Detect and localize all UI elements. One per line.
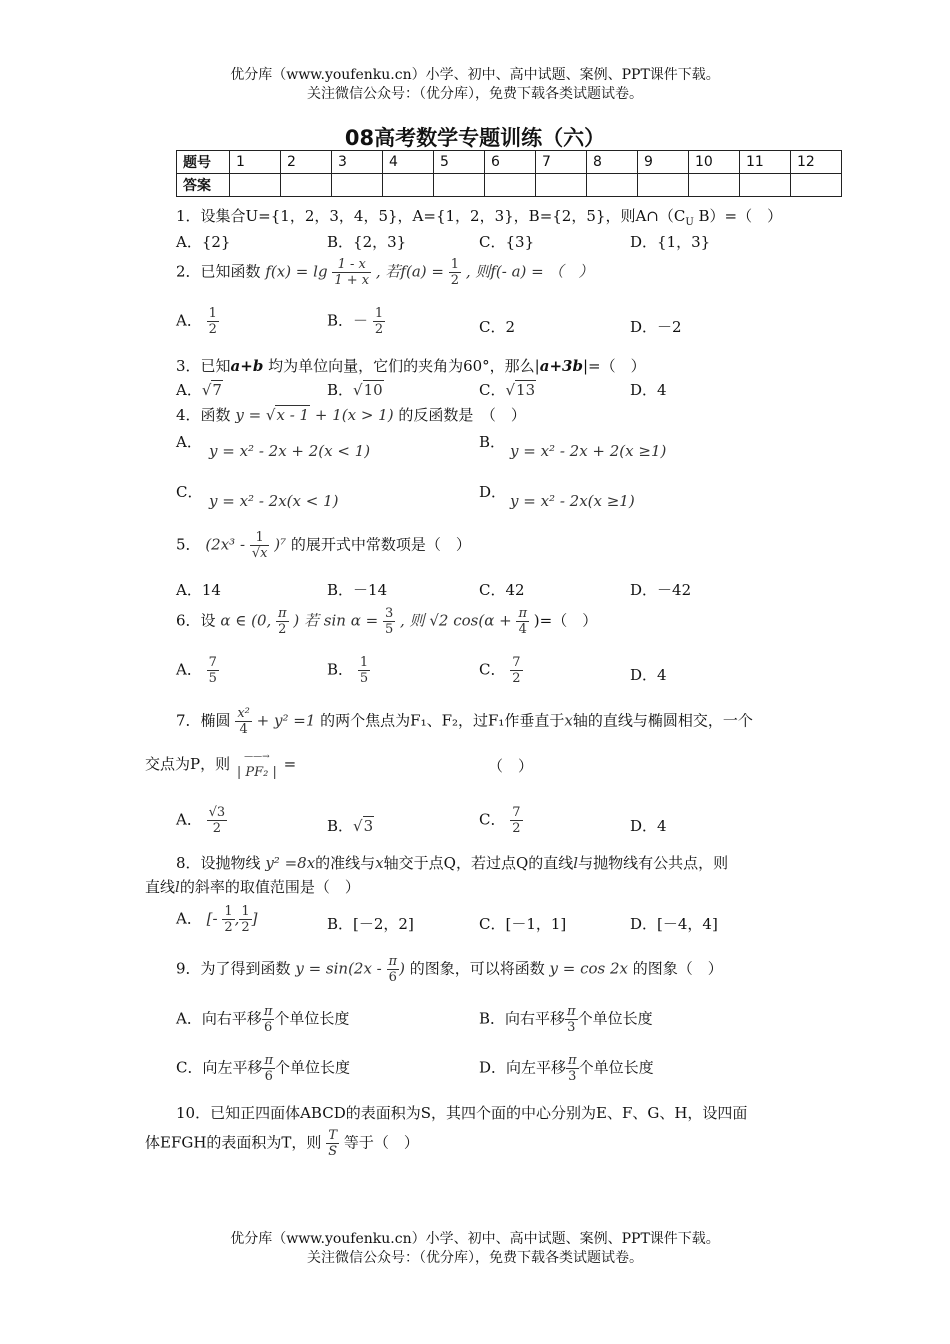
- question-10-line-2: [145, 1128, 419, 1159]
- q8-a-f1-den: 2: [224, 920, 233, 935]
- q8-a-f2-den: 2: [241, 920, 250, 935]
- q1-tail: B）=（ ）: [693, 207, 783, 225]
- q10-num: T: [326, 1128, 339, 1144]
- q7-option-a: [176, 805, 227, 836]
- q7-x-var: x: [564, 711, 573, 730]
- q6-f2-den: 5: [384, 622, 394, 637]
- q7-b-radicand: 3: [363, 817, 374, 835]
- q8-a-comma: ,: [234, 909, 240, 928]
- q8-x-var: x: [375, 854, 384, 872]
- q6-c-den: 2: [512, 671, 521, 686]
- q8-option-c: C．[－1，1]: [479, 915, 567, 933]
- q9-expr-2: ): [399, 959, 405, 978]
- q3-c-radicand: 13: [516, 381, 536, 399]
- q9-text: 9．为了得到函数: [176, 959, 291, 978]
- q8-l-var: l: [573, 854, 579, 872]
- header-line-2: 关注微信公众号：（优分库），免费下载各类试题试卷。: [307, 86, 643, 102]
- answer-cell[interactable]: [740, 174, 791, 197]
- answer-cell[interactable]: [587, 174, 638, 197]
- q9-a-num: π: [263, 1004, 273, 1019]
- q4-text: 4．函数: [176, 406, 231, 424]
- answer-row: [177, 174, 842, 197]
- q7-line2-tail: =: [283, 755, 297, 773]
- q2-a-num: 1: [208, 306, 217, 321]
- q7-b-label: B．: [327, 817, 354, 835]
- q4-option-b-expr: y = x² - 2x + 2(x ≥1): [510, 442, 667, 460]
- q9-b-post: 个单位长度: [577, 1009, 653, 1028]
- q3-a-radicand: 7: [212, 381, 222, 399]
- q4-option-d-label: D．: [479, 483, 507, 501]
- q8-a-open: [-: [206, 909, 218, 928]
- q4-radicand: x - 1: [276, 406, 310, 424]
- q10-den: S: [328, 1144, 338, 1159]
- q6-option-a: [176, 655, 219, 686]
- q5-fraction: [250, 530, 270, 561]
- q5-option-d: D．－42: [630, 581, 692, 599]
- q7-option-b: [327, 815, 374, 836]
- question-2-stem: [176, 257, 594, 288]
- question-number-cell: 4: [383, 151, 434, 174]
- q3-option-d: D．4: [630, 381, 667, 399]
- q2-option-a: [176, 306, 219, 337]
- q7-f1-num: x²: [237, 706, 250, 721]
- answer-cell[interactable]: [332, 174, 383, 197]
- q3-a-label: A．: [176, 381, 202, 399]
- q8-a-fraction-2: [239, 904, 251, 935]
- q7-f2-arrow: ——→: [244, 752, 270, 762]
- q8-line2-text-2: 的斜率的取值范围是（ ）: [179, 878, 360, 896]
- q3-b-label: B．: [327, 381, 354, 399]
- q2-option-b: [327, 306, 385, 337]
- q3-option-b: [327, 379, 384, 400]
- q9-option-b: [479, 1004, 653, 1035]
- question-number-cell: 8: [587, 151, 638, 174]
- q6-c-fraction: [510, 655, 522, 686]
- q5-expr-pre: (2x³ -: [205, 535, 246, 554]
- q5-fraction-num: 1: [250, 530, 270, 546]
- q9-c-num: π: [264, 1053, 274, 1068]
- q2-fraction-2: [449, 257, 461, 288]
- q3-c-label: C．: [479, 381, 506, 399]
- q8-a-close: ]: [251, 909, 258, 928]
- q6-b-den: 5: [359, 671, 369, 686]
- q6-option-c: [479, 655, 523, 686]
- q1-option-c: C．{3}: [479, 233, 535, 251]
- q2-a-den: 2: [208, 322, 217, 337]
- q3-b-radicand: 10: [363, 381, 383, 399]
- answer-cell[interactable]: [281, 174, 332, 197]
- question-4-stem: [176, 404, 526, 425]
- q5-fraction-den: √x: [251, 546, 268, 561]
- answer-cell[interactable]: [689, 174, 740, 197]
- q2-b-den: 2: [374, 322, 384, 337]
- q4-sqrt: √x - 1: [265, 406, 310, 424]
- q3-option-c: [479, 379, 536, 400]
- q9-b-pre: B．向右平移: [479, 1009, 566, 1028]
- question-10-line-1: 10．已知正四面体ABCD的表面积为S，其四个面的中心分别为E、F、G、H，设四面: [176, 1104, 748, 1122]
- q4-option-c-expr: y = x² - 2x(x < 1): [209, 492, 339, 510]
- q3-vector-ab: a+b: [230, 357, 264, 375]
- q9-c-pre: C．向左平移: [176, 1058, 263, 1077]
- q8-option-b: B．[－2，2]: [327, 915, 414, 933]
- q7-text-2: 的两个焦点为F₁、F₂，过F₁作垂直于: [320, 711, 565, 730]
- q7-expr: + y² =1: [256, 711, 316, 730]
- q2-fraction2-num: 1: [450, 257, 460, 272]
- question-number-cell: 5: [434, 151, 485, 174]
- question-number-cell: 3: [332, 151, 383, 174]
- answer-cell[interactable]: [485, 174, 536, 197]
- q7-fraction-1: [235, 706, 252, 737]
- q6-a-fraction: [207, 655, 219, 686]
- q4-expr-post: + 1(x > 1): [314, 406, 394, 424]
- q7-a-den: 2: [212, 821, 222, 836]
- q6-f1-num: π: [278, 606, 287, 621]
- q8-text: 8．设抛物线: [176, 854, 261, 872]
- q4-option-d-expr: y = x² - 2x(x ≥1): [510, 492, 635, 510]
- q8-text-3: 轴交于点Q，若过点Q的直线: [383, 854, 574, 872]
- q2-option-c: C．2: [479, 318, 516, 336]
- q4-expr-pre: y =: [235, 406, 262, 424]
- answer-label: 答案: [177, 174, 230, 197]
- q3-vector-a3b: a+3b: [539, 357, 583, 375]
- footer-line-2: 关注微信公众号：（优分库），免费下载各类试题试卷。: [307, 1250, 643, 1266]
- q9-option-a: [176, 1004, 349, 1035]
- q7-c-label: C．: [479, 810, 506, 829]
- q3-tail: |=（ ）: [582, 357, 646, 375]
- q9-b-num: π: [567, 1004, 576, 1019]
- q1-text: 1．设集合U={1，2，3，4，5}，A={1，2，3}，B={2，5}，则A∩（C: [176, 207, 686, 225]
- answer-cell[interactable]: [536, 174, 587, 197]
- q8-option-d: D．[－4，4]: [630, 915, 718, 933]
- q4-option-c-label: C．: [176, 483, 203, 501]
- q9-b-fraction: [565, 1004, 578, 1035]
- q9-fraction: [387, 954, 400, 985]
- q3-option-a: [176, 379, 223, 400]
- q1-option-d: D．{1，3}: [630, 233, 711, 251]
- q6-fraction-1: [276, 606, 289, 637]
- q9-option-c: [176, 1053, 350, 1084]
- q3-b-sqrt: √10: [353, 381, 383, 399]
- q2-fraction2-den: 2: [450, 273, 460, 288]
- q8-a-f2-num: 1: [241, 904, 250, 919]
- question-9-stem: [176, 954, 723, 985]
- q9-d-den: 3: [568, 1069, 577, 1084]
- q6-text: 6．设: [176, 611, 216, 630]
- answer-table: [176, 150, 842, 197]
- question-5-stem: [176, 530, 471, 561]
- q6-a-den: 5: [208, 671, 217, 686]
- q2-fraction-den: 1 + x: [334, 273, 370, 288]
- q2-b-fraction: [373, 306, 385, 337]
- q9-a-pre: A．向右平移: [176, 1009, 262, 1028]
- q2-fraction: [332, 257, 371, 288]
- question-6-stem: [176, 606, 597, 637]
- q9-d-pre: D．向左平移: [479, 1058, 567, 1077]
- q8-expr: y² =8x: [265, 854, 316, 872]
- q9-d-num: π: [568, 1053, 577, 1068]
- question-8-line-2: [145, 876, 360, 897]
- q2-b-num: 1: [374, 306, 384, 321]
- q8-line2-text: 直线: [145, 878, 176, 896]
- q3-text: 3．已知: [176, 357, 231, 375]
- q2-expr-mid: , 若f(a) =: [375, 262, 444, 281]
- q6-expr-5: √2 cos(α +: [429, 611, 512, 630]
- answer-cell[interactable]: [638, 174, 689, 197]
- question-number-cell: 9: [638, 151, 689, 174]
- answer-cell[interactable]: [791, 174, 842, 197]
- q9-text-2: 的图象，可以将函数: [409, 959, 545, 978]
- q6-c-num: 7: [512, 655, 521, 670]
- q7-c-den: 2: [512, 821, 521, 836]
- q8-a-f1-num: 1: [224, 904, 233, 919]
- q3-text-2: 均为单位向量，它们的夹角为60°，那么|: [263, 357, 540, 375]
- q7-option-d: D．4: [630, 817, 667, 835]
- question-number-cell: 12: [791, 151, 842, 174]
- question-7-line-2: [145, 750, 296, 780]
- q9-c-post: 个单位长度: [275, 1058, 351, 1077]
- q2-text: 2．已知函数: [176, 262, 261, 281]
- page-title: 08高考数学专题训练（六）: [344, 126, 606, 150]
- q1-option-b: B．{2，3}: [327, 233, 407, 251]
- q4-option-a-expr: y = x² - 2x + 2(x < 1): [209, 442, 371, 460]
- q7-a-label: A．: [176, 810, 202, 829]
- q4-option-a-label: A．: [176, 433, 202, 451]
- question-number-label: 题号: [177, 151, 230, 174]
- q2-a-label: A．: [176, 311, 202, 330]
- q9-f-num: π: [388, 954, 398, 969]
- q6-f3-num: π: [518, 606, 527, 621]
- q5-tail: 的展开式中常数项是（ ）: [290, 535, 471, 554]
- q5-option-c: C．42: [479, 581, 525, 599]
- q9-a-den: 6: [263, 1020, 273, 1035]
- q9-expr-1: y = sin(2x -: [295, 959, 382, 978]
- q7-a-fraction: [207, 805, 228, 836]
- q6-option-d: D．4: [630, 666, 667, 684]
- q6-a-num: 7: [208, 655, 217, 670]
- q5-text: 5．: [176, 535, 201, 554]
- q7-line2-text: 交点为P，则: [145, 755, 231, 773]
- q9-b-den: 3: [567, 1020, 576, 1035]
- question-number-cell: 11: [740, 151, 791, 174]
- q6-tail: )=（ ）: [533, 611, 598, 630]
- q7-b-sqrt: √3: [353, 817, 374, 835]
- q8-text-4: 与抛物线有公共点，则: [578, 854, 729, 872]
- q6-expr-2: ) 若: [293, 611, 319, 630]
- question-number-cell: 7: [536, 151, 587, 174]
- q5-expr-post: )⁷: [274, 535, 287, 554]
- q9-d-fraction: [566, 1053, 579, 1084]
- q9-d-post: 个单位长度: [578, 1058, 654, 1077]
- q8-a-label: A．: [176, 909, 202, 928]
- q10-tail: 等于（ ）: [343, 1133, 419, 1152]
- q7-fraction-2: [235, 750, 279, 780]
- header-line-1: 优分库（www.youfenku.cn）小学、初中、高中试题、案例、PPT课件下载。: [230, 67, 720, 83]
- q6-a-label: A．: [176, 660, 202, 679]
- q9-f-den: 6: [388, 970, 397, 985]
- q7-option-c: [479, 805, 523, 836]
- q2-fraction-num: 1 - x: [332, 257, 371, 273]
- question-number-cell: 6: [485, 151, 536, 174]
- q6-b-num: 1: [359, 655, 369, 670]
- q7-c-fraction: [510, 805, 522, 836]
- q8-a-fraction-1: [222, 904, 234, 935]
- q6-f3-den: 4: [518, 622, 527, 637]
- answer-cell[interactable]: [434, 174, 485, 197]
- question-number-cell: 1: [230, 151, 281, 174]
- q5-option-b: B．－14: [327, 581, 388, 599]
- q7-a-num: √3: [208, 805, 226, 820]
- q2-option-d: D．－2: [630, 318, 682, 336]
- q2-a-fraction: [207, 306, 219, 337]
- q6-b-label: B．: [327, 660, 354, 679]
- q7-answer-paren: （ ）: [488, 757, 534, 775]
- q6-option-b: [327, 655, 370, 686]
- q10-fraction: [326, 1128, 339, 1159]
- q9-tail: 的图象（ ）: [632, 959, 723, 978]
- q6-expr-3: sin α =: [323, 611, 379, 630]
- q10-line2-text: 体EFGH的表面积为T，则: [145, 1133, 322, 1152]
- q9-c-den: 6: [264, 1069, 273, 1084]
- question-7-stem: [176, 706, 753, 737]
- question-8-stem: [176, 852, 728, 873]
- q9-a-fraction: [262, 1004, 275, 1035]
- q3-a-sqrt: √7: [201, 381, 222, 399]
- q5-option-a: A．14: [176, 581, 221, 599]
- q6-expr-4: , 则: [400, 611, 425, 630]
- q4-tail: 的反函数是 （ ）: [398, 406, 526, 424]
- q6-b-fraction: [358, 655, 370, 686]
- q7-f2-den: | PF₂ |: [236, 765, 277, 780]
- q3-c-sqrt: √13: [505, 381, 536, 399]
- q9-c-fraction: [262, 1053, 275, 1084]
- question-number-cell: 2: [281, 151, 332, 174]
- footer-line-1: 优分库（www.youfenku.cn）小学、初中、高中试题、案例、PPT课件下载。: [230, 1231, 720, 1247]
- q2-tail: , 则f(- a) = （ ）: [465, 262, 594, 281]
- q6-fraction-2: [383, 606, 395, 637]
- q6-f1-den: 2: [278, 622, 287, 637]
- question-3-stem: [176, 355, 646, 376]
- question-number-row: [177, 151, 842, 174]
- q8-option-a: [176, 904, 258, 935]
- q8-l-var-2: l: [175, 878, 180, 896]
- q2-b-label: B．－: [327, 311, 369, 330]
- question-number-cell: 10: [689, 151, 740, 174]
- q8-text-2: 的准线与: [315, 854, 376, 872]
- q1-option-a: A．{2}: [176, 233, 231, 251]
- question-1-stem: [176, 205, 782, 228]
- answer-cell[interactable]: [230, 174, 281, 197]
- q9-option-d: [479, 1053, 654, 1084]
- q6-fraction-3: [516, 606, 529, 637]
- q4-option-b-label: B．: [479, 433, 506, 451]
- q7-text: 7．椭圆: [176, 711, 231, 730]
- q1-subscript: U: [685, 217, 694, 228]
- q9-expr-3: y = cos 2x: [549, 959, 629, 978]
- answer-cell[interactable]: [383, 174, 434, 197]
- q7-f1-den: 4: [239, 722, 248, 737]
- q6-c-label: C．: [479, 660, 506, 679]
- q6-expr-1: α ∈ (0,: [220, 611, 272, 630]
- q6-f2-num: 3: [384, 606, 394, 621]
- q7-text-3: 轴的直线与椭圆相交，一个: [572, 711, 753, 730]
- q9-a-post: 个单位长度: [274, 1009, 350, 1028]
- q7-c-num: 7: [512, 805, 521, 820]
- q2-expr: f(x) = lg: [265, 262, 328, 281]
